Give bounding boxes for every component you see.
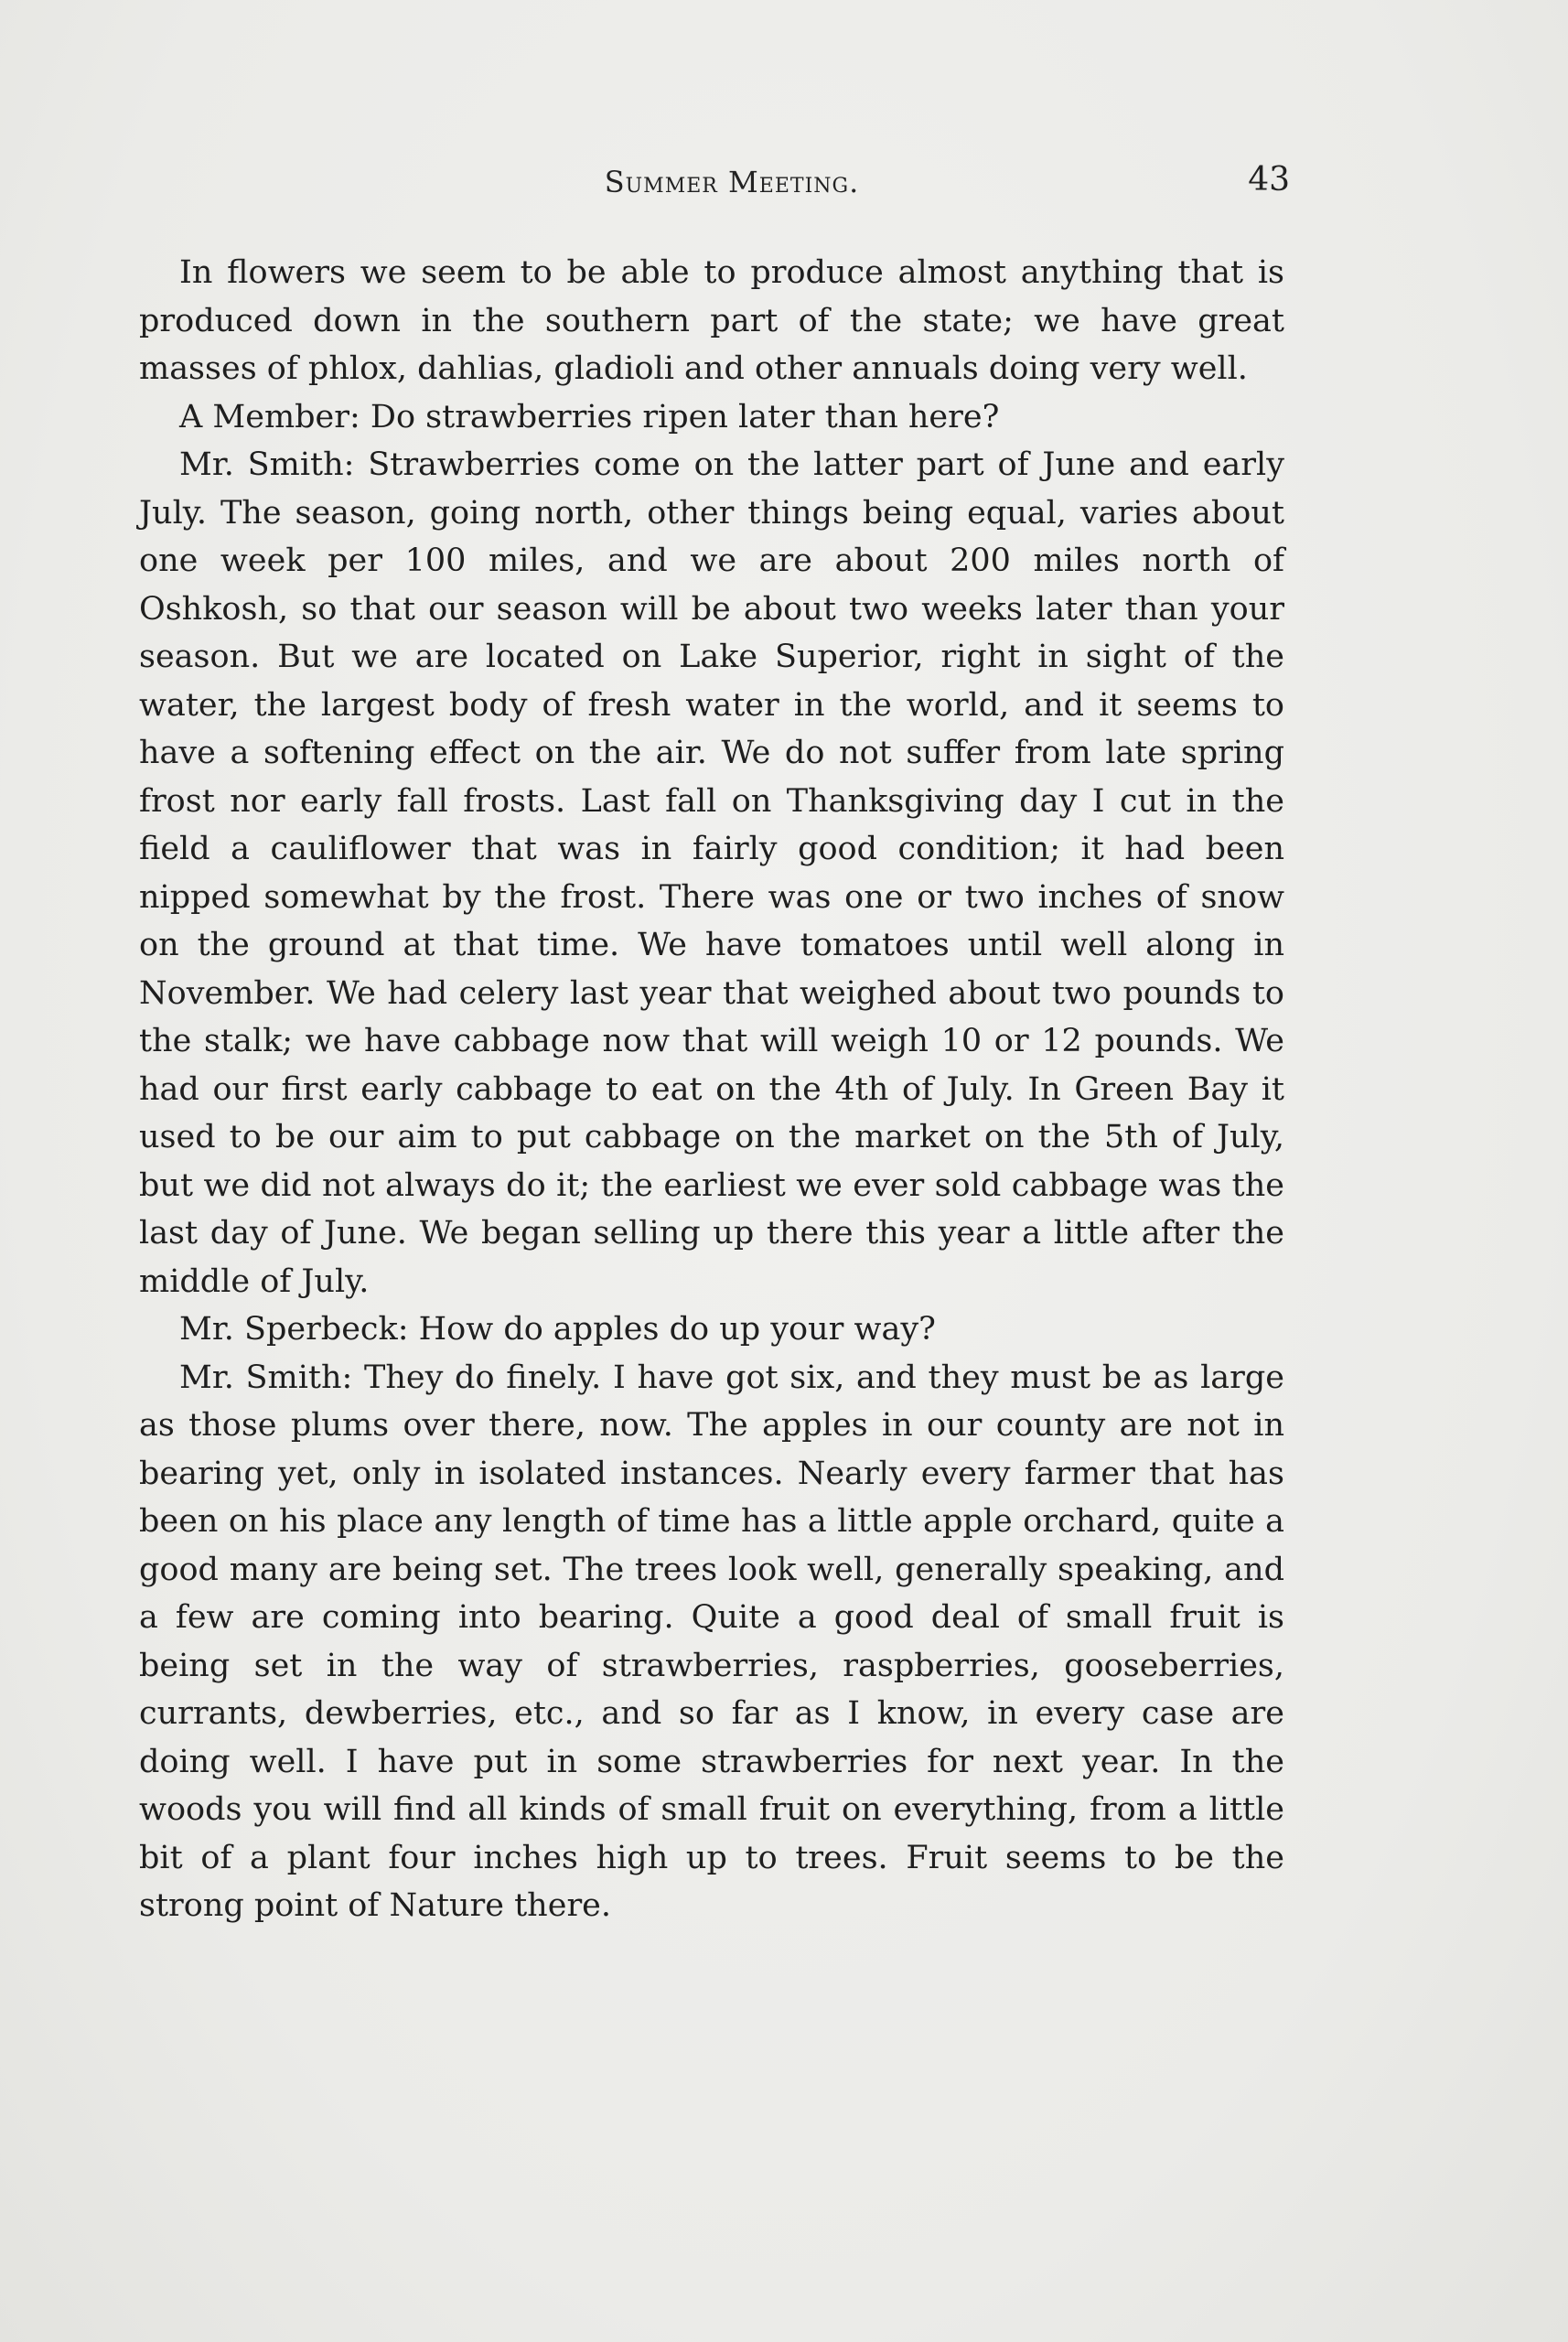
running-title: Summer Meeting. bbox=[604, 165, 860, 199]
body-text bbox=[139, 249, 1284, 1930]
paragraph-smith-apples: Mr. Smith: They do finely. I have got six, and they must be as large as those plums over there, now. The apples in our county are not in bearing yet, only in isolated instances. Nearly every farmer that has been on his place any length of time has a little apple orchard, quite a good many are being set. The trees look well, generally speaking, and a few are coming into bearing. Quite a good deal of small fruit is being set in the way of strawberries, raspberries, gooseberries, currants, dewberries, etc., and so far as I know, in every case are doing well. I have put in some strawberries for next year. In the woods you will find all kinds of small fruit on everything, from a little bit of a plant four inches high up to trees. Fruit seems to be the strong point of Nature there. bbox=[139, 1359, 1284, 1924]
paragraph-smith-strawberries: Mr. Smith: Strawberries come on the latter part of June and early July. The season, going north, other things being equal, varies about one week per 100 miles, and we are about 200 miles north of Oshkosh, so that our season will be about two weeks later than your season. But we are located on Lake Superior, right in sight of the water, the largest body of fresh water in the world, and it seems to have a softening effect on the air. We do not suffer from late spring frost nor early fall frosts. Last fall on Thanksgiving day I cut in the field a cauliflower that was in fairly good condition; it had been nipped somewhat by the frost. There was one or two inches of snow on the ground at that time. We have tomatoes until well along in November. We had celery last year that weighed about two pounds to the stalk; we have cabbage now that will weigh 10 or 12 pounds. We had our first early cabbage to eat on the 4th of July. In Green Bay it used to be our aim to put cabbage on the market on the 5th of July, but we did not always do it; the earliest we ever sold cabbage was the last day of June. We began selling up there this year a little after the middle of July. bbox=[139, 446, 1284, 1300]
paragraph-member-question: A Member: Do strawberries ripen later than here? bbox=[179, 398, 1000, 435]
paragraph-flowers: In flowers we seem to be able to produce almost anything that is produced down in the southern part of the state; we have great masses of phlox, dahlias, gladioli and other annuals doing very well. bbox=[139, 254, 1284, 387]
paragraph-sperbeck-question: Mr. Sperbeck: How do apples do up your way? bbox=[179, 1311, 936, 1348]
page-number: 43 bbox=[1248, 161, 1290, 199]
page-header bbox=[174, 161, 1290, 210]
